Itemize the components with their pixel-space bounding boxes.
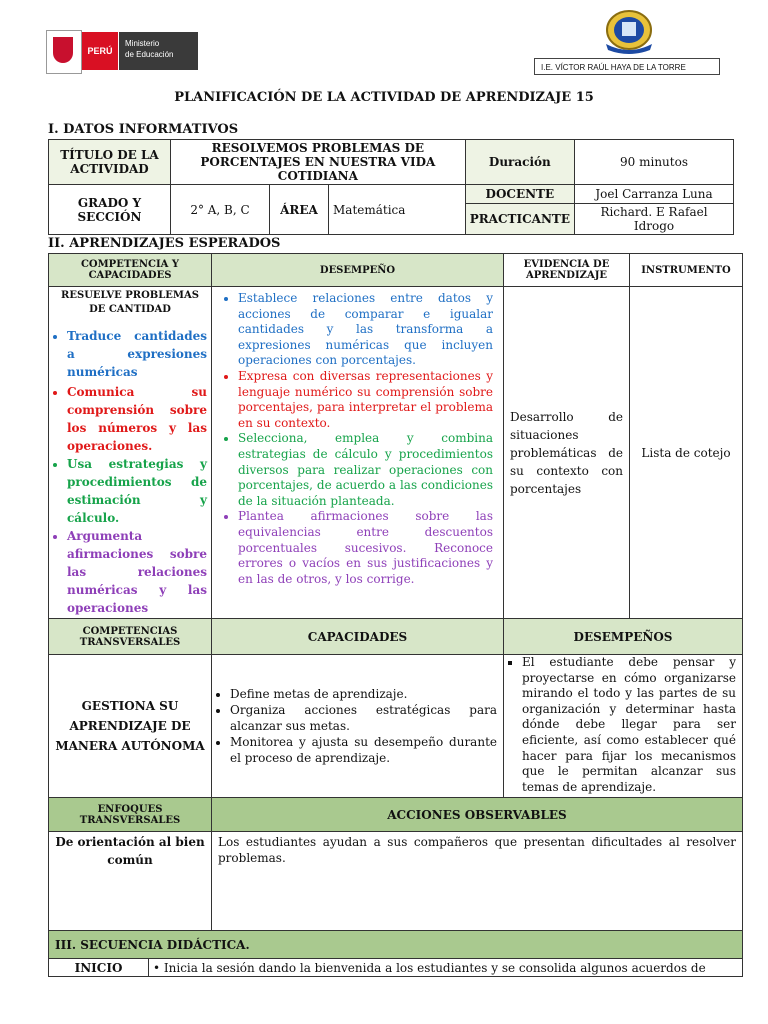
ministry-label-line-1: Ministerio <box>125 39 160 48</box>
school-crest-icon <box>600 8 658 56</box>
titulo-row <box>49 140 734 185</box>
grado-value: 2° A, B, C <box>171 185 270 235</box>
transversal-capacidad-item: • Define metas de aprendizaje. <box>230 686 497 702</box>
practicante-value: Richard. E Rafael Idrogo <box>575 204 734 235</box>
desempenos-header: DESEMPEÑOS <box>504 619 743 655</box>
transversal-capacidades-list <box>218 686 497 766</box>
desempeno-item: • Establece relaciones entre datos y acciones de comparar e igualar cantidades y las transforma a expresiones numéricas que incluyen operaciones con porcentajes. <box>238 291 493 369</box>
practicante-label: PRACTICANTE <box>465 204 574 235</box>
enfoque-cell: De orientación al bien común <box>49 832 212 931</box>
instrumento-cell: Lista de cotejo <box>630 287 743 619</box>
secuencia-table <box>48 958 743 977</box>
ministry-logo <box>46 30 198 72</box>
desempeno-item: • Expresa con diversas representaciones y lenguaje numérico su comprensión sobre porcentajes, para interpretar el problema en su contexto. <box>238 369 493 431</box>
transversal-desempeno-list <box>510 655 736 795</box>
aprendizajes-header-row <box>49 254 743 287</box>
titulo-value: RESOLVEMOS PROBLEMAS DE PORCENTAJES EN NUESTRA VIDA COTIDIANA <box>171 140 466 185</box>
school-name: I.E. VÍCTOR RAÚL HAYA DE LA TORRE <box>534 58 720 75</box>
duracion-label: Duración <box>465 140 574 185</box>
accion-cell: Los estudiantes ayudan a sus compañeros que presentan dificultades al resolver problemas. <box>212 832 743 931</box>
inicio-text-content: Inicia la sesión dando la bienvenida a los estudiantes y se consolida algunos acuerdos de <box>163 960 706 975</box>
capacidades-cell <box>49 287 212 619</box>
enfoques-header: ENFOQUES TRANSVERSALES <box>49 798 212 832</box>
section-2-heading: II. APRENDIZAJES ESPERADOS <box>48 236 281 251</box>
ministry-label <box>119 32 198 70</box>
capacidad-item: • Usa estrategias y procedimientos de estimación y cálculo. <box>67 455 207 527</box>
area-label: ÁREA <box>270 185 329 235</box>
desempeno-item: • Selecciona, emplea y combina estrategias de cálculo y procedimientos diversos para realizar operaciones con porcentajes, de acuerdo a las condiciones de la situación planteada. <box>238 431 493 509</box>
titulo-label: TÍTULO DE LA ACTIVIDAD <box>49 140 171 185</box>
col-evidencia: EVIDENCIA DE APRENDIZAJE <box>504 254 630 287</box>
capacidad-item: • Argumenta afirmaciones sobre las relaciones numéricas y las operaciones <box>67 527 207 617</box>
docente-label: DOCENTE <box>465 185 574 204</box>
transversal-capacidades-cell <box>212 655 504 798</box>
transversal-desempeno-item: ▪ El estudiante debe pensar y proyectarse en cómo organizarse mirando el todo y las partes de su organización y determinar hasta dónde debe llegar para ser eficiente, así como establecer qué hacer para fijar los mecanismos que le permitan alcanzar sus temas de aprendizaje. <box>522 655 736 795</box>
desempeno-item: • Plantea afirmaciones sobre las equivalencias entre descuentos porcentuales sucesivos. Reconoce errores o vacíos en sus justificaciones y en las de otros, y los corrige. <box>238 509 493 587</box>
desempenos-cell <box>212 287 504 619</box>
coat-of-arms-icon <box>46 30 82 74</box>
inicio-text: • Inicia la sesión dando la bienvenida a los estudiantes y se consolida algunos acuerdos de <box>149 959 743 977</box>
datos-informativos-table <box>48 139 734 235</box>
transversal-capacidad-item: • Organiza acciones estratégicas para alcanzar sus metas. <box>230 702 497 734</box>
capacidad-item: • Comunica su comprensión sobre los números y las operaciones. <box>67 383 207 455</box>
document-title: PLANIFICACIÓN DE LA ACTIVIDAD DE APRENDIZAJE 15 <box>174 90 594 105</box>
col-instrumento: INSTRUMENTO <box>630 254 743 287</box>
capacidades-list <box>53 327 207 617</box>
competencia-title: RESUELVE PROBLEMAS DE CANTIDAD <box>61 290 199 315</box>
desempenos-list <box>220 291 493 587</box>
secuencia-row <box>49 931 743 959</box>
section-1-heading: I. DATOS INFORMATIVOS <box>48 122 239 137</box>
enfoques-header-row <box>49 798 743 832</box>
transversal-capacidad-item: • Monitorea y ajusta su desempeño durante el proceso de aprendizaje. <box>230 734 497 766</box>
capacidad-item: • Traduce cantidades a expresiones numéricas <box>67 327 207 381</box>
col-desempeno: DESEMPEÑO <box>212 254 504 287</box>
enfoque-row <box>49 832 743 931</box>
ministry-label-line-2: de Educación <box>125 50 174 59</box>
inicio-label: INICIO <box>49 959 149 977</box>
evidencia-cell: Desarrollo de situaciones problemáticas de su contexto con porcentajes <box>504 287 630 619</box>
grado-row <box>49 185 734 204</box>
peru-label: PERÚ <box>82 32 118 70</box>
competencia-row <box>49 287 743 619</box>
section-3-heading: III. SECUENCIA DIDÁCTICA. <box>49 931 743 959</box>
inicio-row <box>49 959 743 977</box>
capacidades-header: CAPACIDADES <box>212 619 504 655</box>
col-competencia: COMPETENCIA Y CAPACIDADES <box>49 254 212 287</box>
transversal-competencia: GESTIONA SU APRENDIZAJE DE MANERA AUTÓNOMA <box>49 655 212 798</box>
aprendizajes-table <box>48 253 743 959</box>
transversal-row <box>49 655 743 798</box>
transversal-header-row <box>49 619 743 655</box>
acciones-header: ACCIONES OBSERVABLES <box>212 798 743 832</box>
docente-value: Joel Carranza Luna <box>575 185 734 204</box>
grado-label: GRADO Y SECCIÓN <box>49 185 171 235</box>
transversal-header: COMPETENCIAS TRANSVERSALES <box>49 619 212 655</box>
area-value: Matemática <box>329 185 466 235</box>
duracion-value: 90 minutos <box>575 140 734 185</box>
transversal-desempeno-cell <box>504 655 743 798</box>
